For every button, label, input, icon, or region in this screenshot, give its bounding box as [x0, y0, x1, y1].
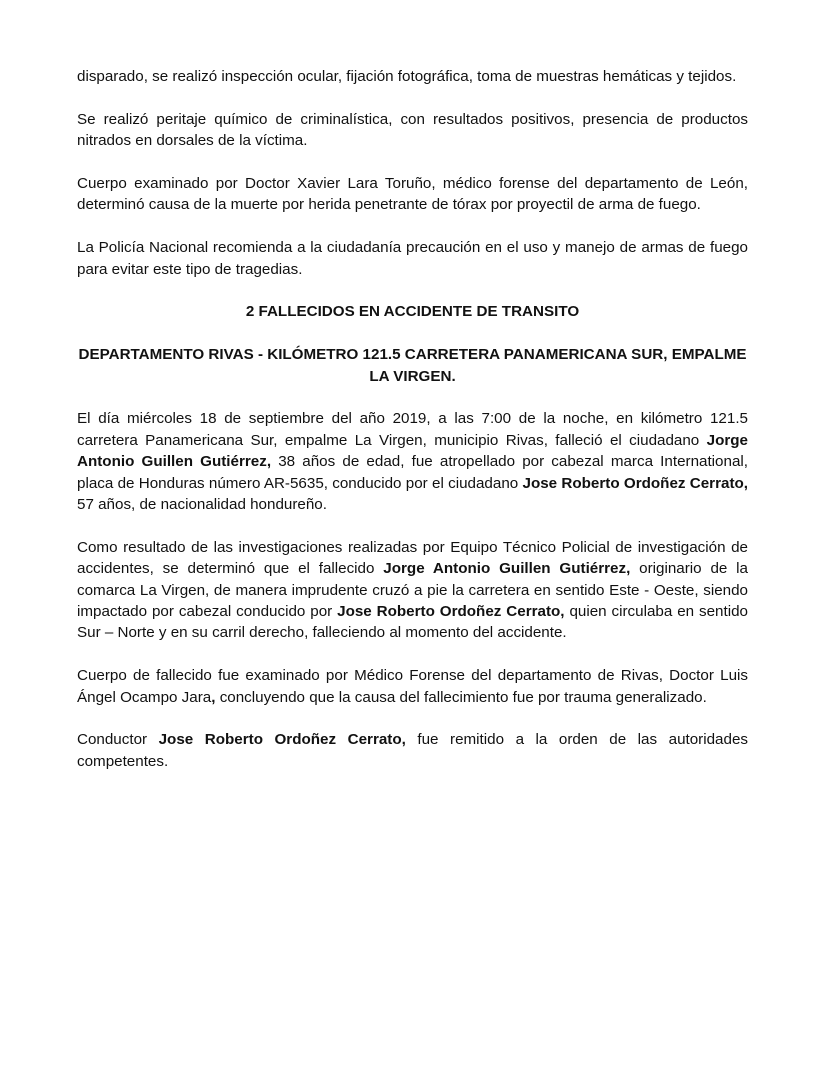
text-span: El día miércoles 18 de septiembre del año 2019, a las 7:00 de la noche, en kilómetro 121.5 carretera Panamericana Sur, empalme La Virgen, municipio Rivas, falleció el ciudadano: [77, 410, 748, 449]
text-span: 38 años de edad, fue atropellado por cabezal marca International, placa de Honduras número AR-5635, conducido por el ciudadano: [77, 453, 748, 492]
paragraph-forensic-exam: Cuerpo examinado por Doctor Xavier Lara Toruño, médico forense del departamento de León, determinó causa de la muerte por herida penetrante de tórax por proyectil de arma de fuego.: [77, 175, 748, 214]
paragraph-chemical-test: Se realizó peritaje químico de criminalística, con resultados positivos, presencia de productos nitrados en dorsales de la víctima.: [77, 110, 748, 150]
driver-name: Jose Roberto Ordoñez Cerrato,: [337, 603, 565, 621]
text-span: Como resultado de las investigaciones realizadas por Equipo Técnico Policial de investigación de accidentes, se determinó que el fallecido: [77, 538, 748, 578]
paragraph-investigation: [77, 537, 748, 644]
text-span: Cuerpo de fallecido fue examinado por Médico Forense del departamento de Rivas, Doctor Luis Ángel Ocampo Jara: [77, 667, 748, 706]
section-title: 2 FALLECIDOS EN ACCIDENTE DE TRANSITO: [245, 303, 580, 321]
driver-name: Jose Roberto Ordoñez Cerrato,: [522, 474, 749, 492]
victim-name: Jorge Antonio Guillen Gutiérrez,: [77, 431, 748, 471]
text-span: 57 años, de nacionalidad hondureño.: [77, 496, 327, 514]
paragraph-evidence: disparado, se realizó inspección ocular, fijación fotográfica, toma de muestras hemáticas y tejidos.: [77, 68, 737, 85]
paragraph-driver-referral: [77, 729, 748, 772]
text-span: Conductor: [77, 731, 159, 749]
text-span: quien circulaba en sentido Sur – Norte y en su carril derecho, falleciendo al momento del accidente.: [77, 603, 748, 642]
section-location: DEPARTAMENTO RIVAS - KILÓMETRO 121.5 CARRETERA PANAMERICANA SUR, EMPALME LA VIRGEN.: [78, 346, 747, 385]
text-span: fue remitido a la orden de las autoridades competentes.: [77, 731, 748, 770]
victim-name: Jorge Antonio Guillen Gutiérrez,: [383, 560, 631, 578]
paragraph-medical-exam: [77, 665, 748, 708]
driver-name: Jose Roberto Ordoñez Cerrato,: [158, 731, 406, 749]
text-span: concluyendo que la causa del fallecimiento fue por trauma generalizado.: [215, 688, 707, 706]
bold-comma: ,: [211, 688, 216, 706]
paragraph-incident: [77, 408, 748, 515]
document-page: [77, 66, 748, 794]
paragraph-police-recommendation: La Policía Nacional recomienda a la ciudadanía precaución en el uso y manejo de armas de fuego para evitar este tipo de tragedias.: [77, 239, 748, 278]
text-span: originario de la comarca La Virgen, de manera imprudente cruzó a pie la carretera en sentido Este - Oeste, siendo impactado por cabezal conducido por: [77, 560, 748, 621]
